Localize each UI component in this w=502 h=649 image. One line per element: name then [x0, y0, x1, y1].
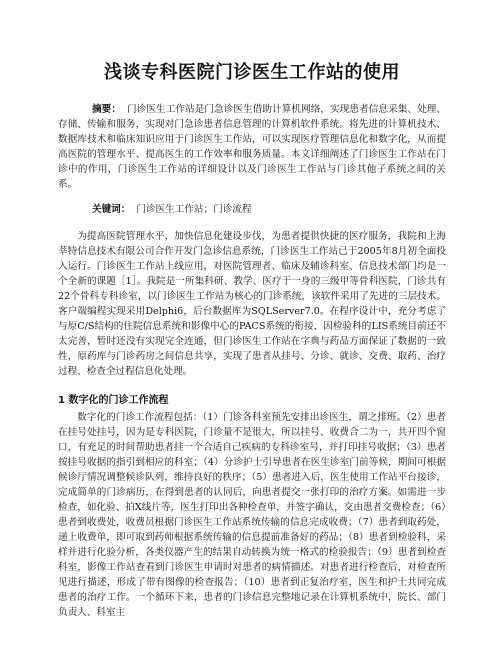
section-1-paragraph: 数字化的门诊工作流程包括：（1）门诊各科室预先安排出诊医生，谓之排班。（2）患者在挂号处挂号，因为是专科医院，门诊量不是很大，所以挂号、收费合二为一，共开四个窗口，有充足的时间帮助患者挂一个合适自己疾病的专科诊室号，并打印挂号收据；（3）患者按挂号收据的指引到相应的科室；（4）分诊护士引导患者在医生诊室门前等候，期间可根据候诊厅情况调整候诊队列，维持良好的秩序；（5）患者进入后，医生使用工作站平台接诊，完成简单的门诊病历，在得到患者的认同后，向患者提交一张打印的治疗方案。如需进一步检查，如化验、拍X线片等，医生打印出各种检查单，并签字确认，交由患者交费检查；（6）患者到收费处，收费员根据门诊医生工作站系统传输的信息完成收费；（7）患者到取药处，递上收费单，即可取到药师根据系统传输的信息提前准备好的药品；（8）患者到检验科，采样并进行化验分析，各类仪器产生的结果自动转换为统一格式的检验报告；（9）患者到检查科室，影像工作站查看到门诊医生申请时对患者的病情描述。对患者进行检查后，对检查所见进行描述，形成了带有图像的检查报告；（10）患者到正复治疗室，医生和护士共同完成患者的治疗工作。一个循环下来，患者的门诊信息完整地记录在计算机系统中，院长、部门负责人、科室主 — [58, 412, 446, 618]
keywords-paragraph — [58, 202, 446, 217]
keywords-label: 关键词： — [92, 204, 131, 215]
paper-title: 浅谈专科医院门诊医生工作站的使用 — [104, 62, 400, 83]
intro-paragraph: 为提高医院管理水平，加快信息化建设步伐，为患者提供快捷的医疗服务，我院和上海莘特信息技术有限公司合作开发门急诊信息系统，门诊医生工作站已于2005年8月初全面投入运行。门诊医生工作站上线应用，对医院管理者、临床及辅诊科室、信息技术部门均是一个全新的课题［1］。我院是一所集科研、教学、医疗于一身的三级甲等骨科医院，门诊共有22个骨科专科诊室，以门诊医生工作站为核心的门诊系统，该软件采用了先进的三层技术。客户端编程实现采用Delphi6，后台数据库为SQLServer7.0。在程序设计中，充分考虑了与原C/S结构的住院信息系统和影像中心的PACS系统的衔接，因检验科的LIS系统目前还不太完善，暂时还没有实现完全连通，但门诊医生工作站在字典与药品方面保证了数据的一致性，原药库与门诊药房之间信息共享，实现了患者从挂号、分诊、就诊、交费、取药、治疗过程、检查全过程信息化处理。 — [58, 231, 446, 377]
abstract-text: 门诊医生工作站是门急诊医生借助计算机网络，实现患者信息采集、处理、存储、传输和服务，实现对门急诊患者信息管理的计算机软件系统。将先进的计算机技术、数据库技术和临床知识应用于门诊医生工作站，可以实现医疗管理信息化和数字化，从而提高医院的管理水平、提高医生的工作效率和服务质量。本文详细阐述了门诊医生工作站在门诊中的作用，门诊医生工作站的详细设计以及门诊医生工作站与门诊其他子系统之间的关系。 — [58, 104, 447, 190]
keywords-text: 门诊医生工作站；门诊流程 — [136, 204, 252, 215]
section-1-heading: 1 数字化的门诊工作流程 — [58, 395, 169, 406]
abstract-paragraph — [58, 102, 446, 192]
abstract-label: 摘要： — [92, 104, 122, 115]
